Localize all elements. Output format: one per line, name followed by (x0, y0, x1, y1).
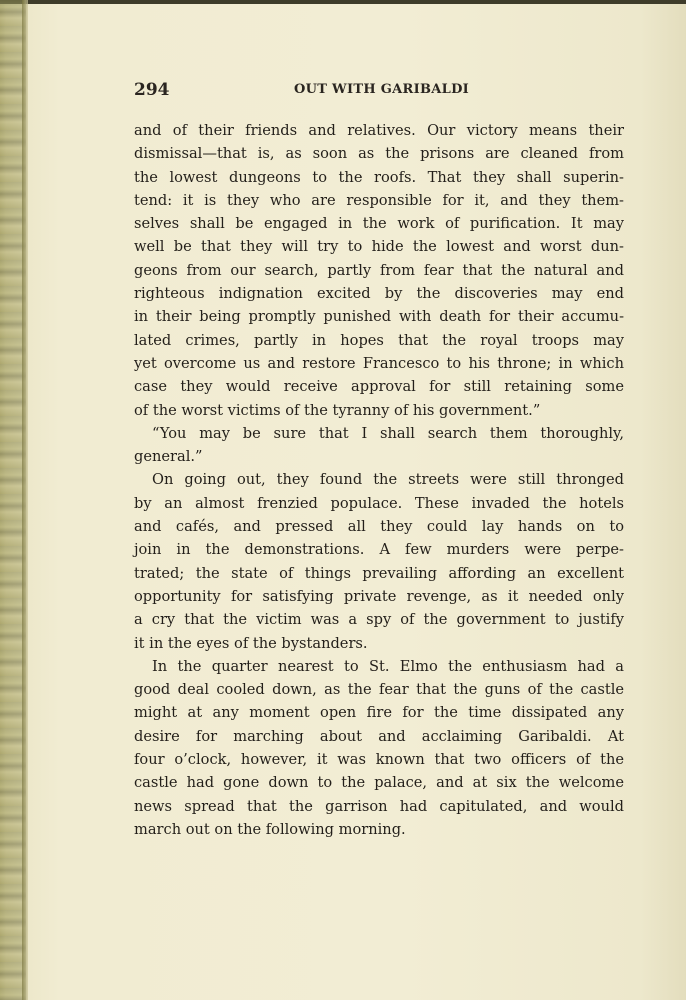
page-top-edge (0, 0, 686, 4)
text-line: well be that they will try to hide the lowest and worst dun- (134, 238, 624, 256)
text-line: tend: it is they who are responsible for it, and they them- (134, 191, 624, 209)
text-line: news spread that the garrison had capitulated, and would (134, 797, 624, 815)
text-line: and of their friends and relatives. Our victory means their (134, 122, 624, 139)
text-line: “You may be sure that I shall search them thoroughly, (152, 424, 624, 442)
text-line: join in the demonstrations. A few murders were perpe- (134, 541, 624, 559)
text-line: trated; the state of things prevailing affording an excellent (134, 564, 624, 582)
text-line: opportunity for satisfying private revenge, as it needed only (134, 587, 624, 605)
text-line: it in the eyes of the bystanders. (134, 634, 368, 652)
text-line: On going out, they found the streets were still thronged (152, 471, 624, 489)
text-line: march out on the following morning. (134, 820, 406, 838)
text-line: yet overcome us and restore Francesco to his throne; in which (134, 354, 624, 372)
text-line: a cry that the victim was a spy of the government to justify (134, 611, 624, 629)
text-line: selves shall be engaged in the work of purification. It may (134, 215, 624, 233)
running-head (134, 80, 624, 102)
text-line: of the worst victims of the tyranny of his government.” (134, 401, 541, 419)
spine-shadow (22, 0, 28, 1000)
page-number: 294 (134, 80, 170, 100)
text-line: geons from our search, partly from fear that the natural and (134, 261, 624, 279)
text-line: In the quarter nearest to St. Elmo the enthusiasm had a (152, 657, 624, 675)
text-line: dismissal—that is, as soon as the prisons are cleaned from (134, 145, 624, 163)
body-text (134, 119, 624, 841)
text-line: castle had gone down to the palace, and at six the welcome (134, 774, 624, 792)
text-line: case they would receive approval for still retaining some (134, 378, 624, 396)
text-line: righteous indignation excited by the discoveries may end (134, 285, 624, 303)
text-line: four o’clock, however, it was known that two officers of the (134, 751, 624, 769)
running-title: OUT WITH GARIBALDI (294, 82, 470, 97)
text-line: and cafés, and pressed all they could lay hands on to (134, 518, 624, 536)
text-line: desire for marching about and acclaiming Garibaldi. At (134, 727, 624, 745)
text-line: the lowest dungeons to the roofs. That they shall superin- (134, 168, 624, 186)
text-line: lated crimes, partly in hopes that the royal troops may (134, 331, 624, 349)
text-line: might at any moment open fire for the time dissipated any (134, 704, 624, 722)
text-line: in their being promptly punished with death for their accumu- (134, 308, 624, 326)
text-line: general.” (134, 448, 203, 466)
text-line: by an almost frenzied populace. These invaded the hotels (134, 494, 624, 512)
text-line: good deal cooled down, as the fear that the guns of the castle (134, 681, 624, 699)
